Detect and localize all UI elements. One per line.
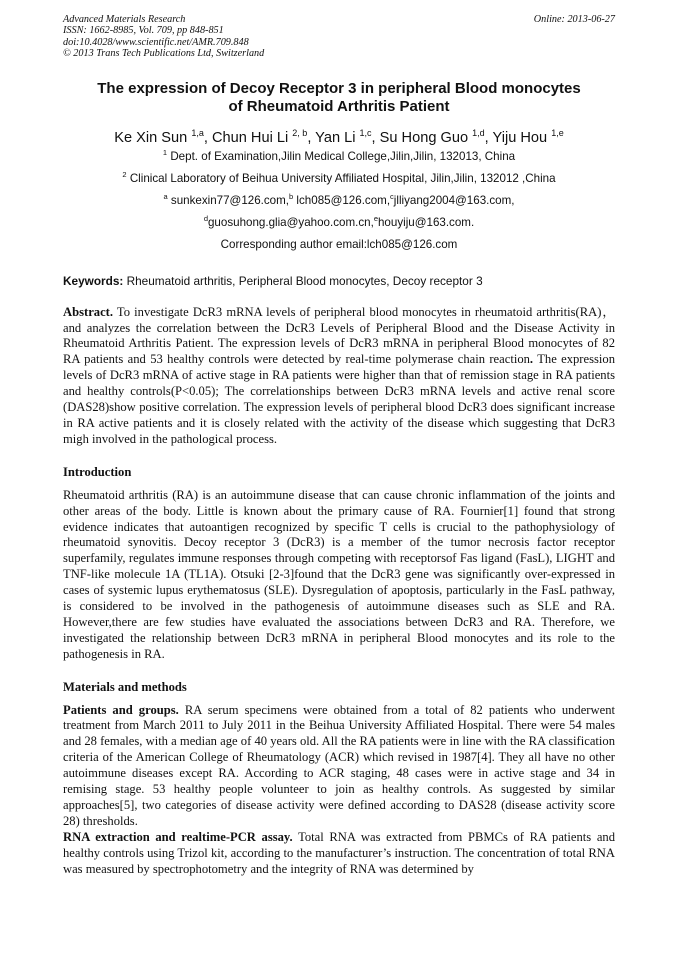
affiliation-mark: 1: [162, 147, 168, 157]
section-heading-introduction: Introduction: [63, 464, 132, 479]
doi-line: doi:10.4028/www.scientific.net/AMR.709.848: [63, 36, 249, 48]
email-line-2: [63, 213, 615, 230]
journal-header: [63, 14, 615, 60]
affiliation-text: Clinical Laboratory of Beihua University Affiliated Hospital, Jilin,Jilin, 132012 ,China: [129, 171, 556, 185]
author-list: Ke Xin Sun $^{1,a}$, Chun Hui Li $^{2, b}$, Yan Li $^{1,c}$, Su Hong Guo $^{1,d}$, Yiju Hou $^{1,e}$: [114, 127, 564, 146]
section-heading-methods: Materials and methods: [63, 679, 187, 694]
keywords-label: Keywords:: [63, 273, 124, 288]
email-mark: e: [373, 213, 378, 223]
title-line-1: The expression of Decoy Receptor 3 in peripheral Blood monocytes: [97, 79, 581, 97]
email-address: guosuhong.glia@yahoo.com.cn,: [207, 215, 374, 229]
email-mark: b: [289, 191, 294, 201]
issn-line: ISSN: 1662-8985, Vol. 709, pp 848-851: [63, 25, 224, 37]
abstract-period: .: [529, 352, 534, 367]
journal-name: Advanced Materials Research: [63, 14, 186, 25]
affiliation-mark: 2: [122, 169, 127, 179]
rna-label: RNA extraction and realtime-PCR assay.: [63, 829, 293, 844]
email-mark: c: [390, 191, 394, 201]
author-name: Yiju Hou: [492, 129, 548, 146]
email-mark: a: [163, 191, 168, 201]
online-date: Online: 2013-06-27: [533, 14, 615, 25]
email-mark: d: [203, 213, 208, 223]
author-name: Su Hong Guo: [379, 129, 469, 146]
rna-paragraph: [63, 830, 615, 878]
keywords-line: [63, 274, 615, 288]
author-name: Chun Hui Li: [211, 129, 289, 146]
author-affiliation-mark: 2, b: [292, 127, 308, 138]
author-name: Ke Xin Sun: [114, 129, 188, 146]
patients-paragraph: [63, 703, 615, 830]
affiliation-1: [63, 147, 615, 164]
copyright-line: © 2013 Trans Tech Publications Ltd, Switzerland: [63, 48, 265, 60]
corresponding-author: Corresponding author email:lch085@126.com: [220, 237, 458, 251]
author-affiliation-mark: 1,e: [551, 127, 564, 138]
title-line-2: of Rheumatoid Arthritis Patient: [228, 97, 450, 115]
patients-text: RA serum specimens were obtained from a total of 82 patients who underwent treatment from March 2011 to July 2011 in the Beihua University Affiliated Hospital. There were 54 males and 28 females, with a median age of 40 years old. All the RA patients were in line with the RA classification criteria of the American College of Rheumatology (ACR) which revised in 1987[4]. They all have no other autoimmune diseases except RA. According to ACR staging, 48 cases were in active stage and 34 in remising stage. 53 healthy people volunteer to join as healthy controls. As suggested by similar approaches[5], two categories of disease activity were defined according to DAS28 (disease activity score 28) thresholds.: [63, 702, 615, 828]
keywords-text: Rheumatoid arthritis, Peripheral Blood monocytes, Decoy receptor 3: [126, 273, 483, 288]
affiliation-2: [63, 169, 615, 186]
introduction-paragraph: Rheumatoid arthritis (RA) is an autoimmune disease that can cause chronic inflammation of the joints and other areas of the body. Little is known about the primary cause of RA. Fournier[1] found that strong evidence indicates that autoantigen recognized by specific T cells is crucial to the pathophysiology of rheumatoid synovitis. Decoy receptor 3 (DcR3) is a member of the tumor necrosis factor receptor superfamily, regulates immune responses through competing with receptorsof Fas ligand (FasL), LIGHT and TNF-like molecule 1A (TL1A). Otsuki [2-3]found that the DcR3 gene was significantly over-expressed in cases of systemic lupus erythematosus (SLE). Dysregulation of apoptosis, particularly in the FasL pathway, is considered to be involved in the pathogenesis of autoimmune diseases such as SLE and RA. However,there are few studies have evaluated the associations between DcR3 and RA. Therefore, we investigated the relationship between DcR3 mRNA in peripheral Blood monocytes and its role to the pathogenesis in RA.: [63, 487, 615, 661]
email-address: jlliyang2004@163.com,: [393, 193, 515, 207]
affiliation-text: Dept. of Examination,Jilin Medical College,Jilin,Jilin, 132013, China: [170, 149, 516, 163]
author-affiliation-mark: 1,a: [191, 127, 204, 138]
email-address: lch085@126.com,: [296, 193, 391, 207]
abstract-text: To investigate DcR3 mRNA levels of peripheral blood monocytes in rheumatoid arthritis(RA)， and analyzes the correlation between the DcR3 Levels of Peripheral Blood and the Disease Activity in Rheumatoid Arthritis Patient. The expression levels of DcR3 mRNA in peripheral Blood monocytes of 82 RA patients and 53 healthy controls were detected by real-time polymerase chain reaction: [63, 304, 615, 367]
email-address: houyiju@163.com.: [377, 215, 475, 229]
abstract-paragraph: [63, 305, 615, 448]
rna-text: Total RNA was extracted from PBMCs of RA patients and healthy controls using Trizol kit, according to the manufacturer’s instruction. The concentration of total RNA was measured by spectrophotometry and the integrity of RNA was determined by: [63, 829, 615, 876]
author-affiliation-mark: 1,d: [472, 127, 485, 138]
paper-title: [63, 80, 615, 116]
author-name: Yan Li: [315, 129, 356, 146]
patients-label: Patients and groups.: [63, 702, 179, 717]
email-line-1: [63, 191, 615, 208]
author-affiliation-mark: 1,c: [359, 127, 372, 138]
email-address: sunkexin77@126.com,: [170, 193, 290, 207]
abstract-label: Abstract.: [63, 304, 114, 319]
abstract-text: The expression levels of DcR3 mRNA of active stage in RA patients were higher than that of remission stage in RA patients and healthy controls(P<0.05); The correlationships between DcR3 mRNA levels and active renal score (DAS28)show positive correlation. The expression levels of peripheral blood DcR3 does significant increase in RA active patients and it is closely related with the activity of the disease which suggesting that DcR3 migh involved in the pathological process.: [63, 352, 615, 446]
